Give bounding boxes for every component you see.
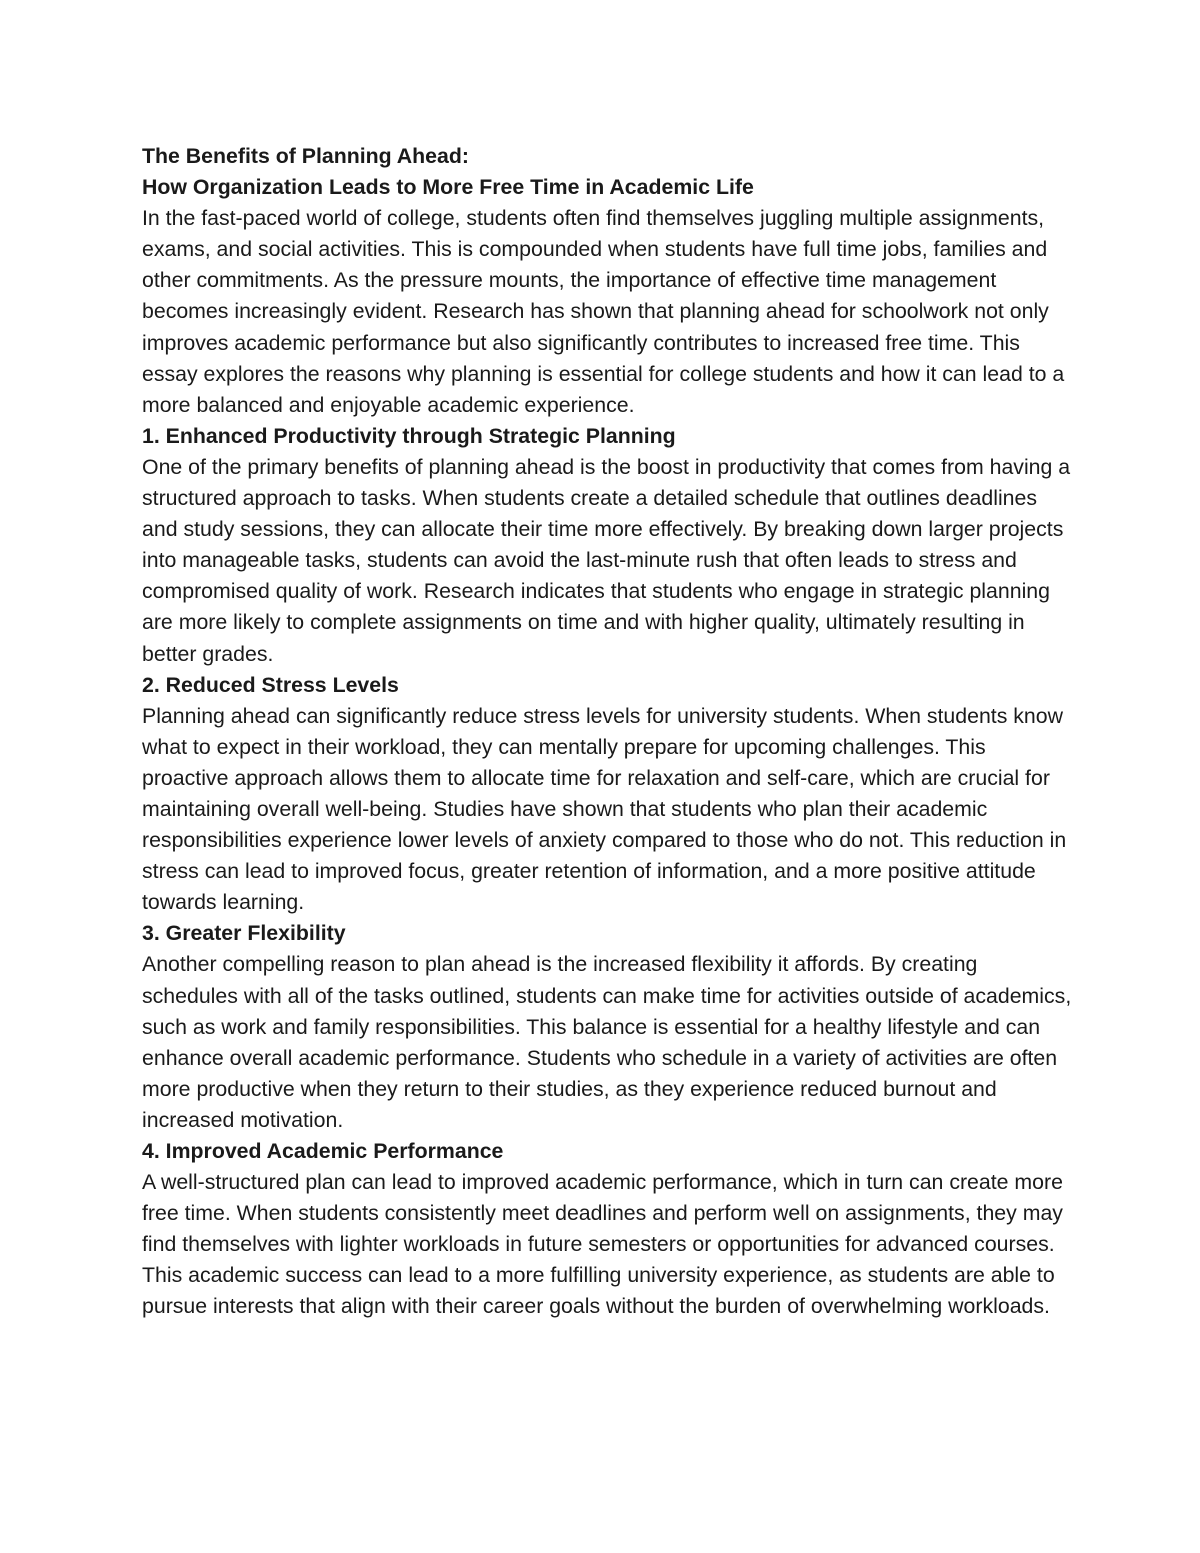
section-heading: 3. Greater Flexibility [142, 921, 346, 946]
section-body: A well-structured plan can lead to improved academic performance, which in turn can create more free time. When students consistently meet deadlines and perform well on assignments, they may find themselves with lighter workloads in future semesters or opportunities for advanced courses. This academic success can lead to a more fulfilling university experience, as students are able to pursue interests that align with their career goals without the burden of overwhelming workloads. [142, 1170, 1063, 1319]
intro-paragraph: In the fast-paced world of college, students often find themselves juggling multiple assignments, exams, and social activities. This is compounded when students have full time jobs, families and other commitments. As the pressure mounts, the importance of effective time management becomes increasingly evident. Research has shown that planning ahead for schoolwork not only improves academic performance but also significantly contributes to increased free time. This essay explores the reasons why planning is essential for college students and how it can lead to a more balanced and enjoyable academic experience. [142, 206, 1065, 417]
document-subtitle: How Organization Leads to More Free Time in Academic Life [142, 175, 754, 200]
section-body: Another compelling reason to plan ahead is the increased flexibility it affords. By creating schedules with all of the tasks outlined, students can make time for activities outside of academics, such as work and family responsibilities. This balance is essential for a healthy lifestyle and can enhance overall academic performance. Students who schedule in a variety of activities are often more productive when they return to their studies, as they experience reduced burnout and increased motivation. [142, 952, 1072, 1132]
section-body: Planning ahead can significantly reduce stress levels for university students. When students know what to expect in their workload, they can mentally prepare for upcoming challenges. This proactive approach allows them to allocate time for relaxation and self-care, which are crucial for maintaining overall well-being. Studies have shown that students who plan their academic responsibilities experience lower levels of anxiety compared to those who do not. This reduction in stress can lead to improved focus, greater retention of information, and a more positive attitude towards learning. [142, 703, 1067, 915]
section-heading: 1. Enhanced Productivity through Strategic Planning [142, 423, 676, 448]
section-heading: 4. Improved Academic Performance [142, 1139, 504, 1163]
document-title: The Benefits of Planning Ahead: [142, 144, 469, 168]
section-heading: 2. Reduced Stress Levels [142, 672, 399, 697]
section-body: One of the primary benefits of planning ahead is the boost in productivity that comes from having a structured approach to tasks. When students create a detailed schedule that outlines deadlines and study sessions, they can allocate their time more effectively. By breaking down larger projects into manageable tasks, students can avoid the last-minute rush that often leads to stress and compromised quality of work. Research indicates that students who engage in strategic planning are more likely to complete assignments on time and with higher quality, ultimately resulting in better grades. [142, 454, 1071, 666]
document-page [142, 141, 1072, 1323]
